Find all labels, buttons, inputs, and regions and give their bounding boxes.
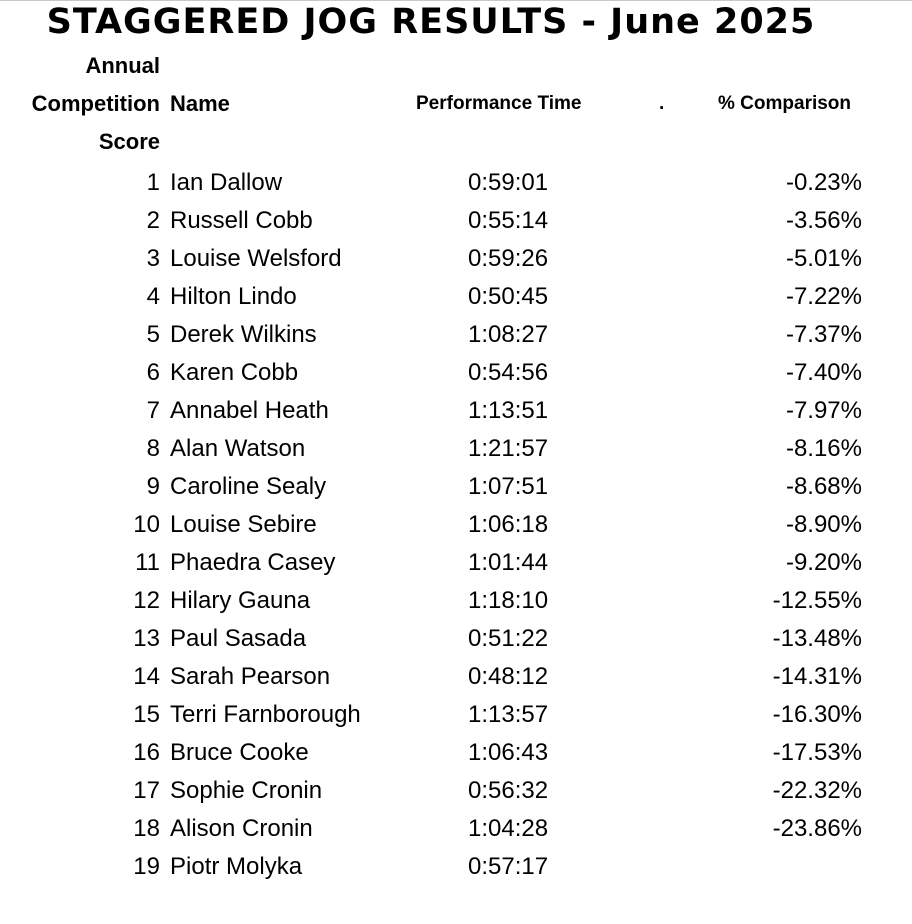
header-score-line-3: Score xyxy=(98,129,160,154)
table-row xyxy=(0,202,912,240)
comparison-cell: -5.01% xyxy=(785,245,862,272)
score-cell: 9 xyxy=(146,473,160,500)
header-score-line-2: Competition xyxy=(31,91,160,116)
score-cell: 6 xyxy=(146,359,160,386)
time-cell: 1:08:27 xyxy=(468,321,549,348)
table-row xyxy=(0,696,912,734)
name-cell: Annabel Heath xyxy=(170,397,329,424)
comparison-cell: -9.20% xyxy=(785,549,862,576)
table-row xyxy=(0,468,912,506)
comparison-cell: -13.48% xyxy=(772,625,862,652)
comparison-cell: -3.56% xyxy=(785,207,862,234)
header-score xyxy=(0,47,160,161)
comparison-cell: -7.97% xyxy=(785,397,862,424)
name-cell: Karen Cobb xyxy=(170,359,299,386)
time-cell: 1:07:51 xyxy=(468,473,549,500)
name-cell: Louise Welsford xyxy=(170,245,342,272)
time-cell: 0:55:14 xyxy=(468,207,549,234)
score-cell: 3 xyxy=(146,245,160,272)
time-cell: 1:21:57 xyxy=(468,435,549,462)
header-comparison: % Comparison xyxy=(718,93,852,114)
score-cell: 5 xyxy=(146,321,160,348)
comparison-cell: -7.37% xyxy=(785,321,862,348)
comparison-cell: -16.30% xyxy=(772,701,862,728)
table-row xyxy=(0,772,912,810)
table-row xyxy=(0,658,912,696)
name-cell: Paul Sasada xyxy=(170,625,307,652)
time-cell: 0:56:32 xyxy=(468,777,549,804)
table-row xyxy=(0,164,912,202)
time-cell: 0:59:26 xyxy=(468,245,549,272)
score-cell: 7 xyxy=(146,397,160,424)
time-cell: 1:06:18 xyxy=(468,511,549,538)
score-cell: 13 xyxy=(133,625,160,652)
score-cell: 8 xyxy=(146,435,160,462)
table-row xyxy=(0,848,912,886)
score-cell: 11 xyxy=(135,549,160,576)
table-row xyxy=(0,392,912,430)
time-cell: 1:04:28 xyxy=(468,815,549,842)
name-cell: Alan Watson xyxy=(170,435,306,462)
score-cell: 16 xyxy=(133,739,160,766)
header-separator: . xyxy=(659,93,665,114)
time-cell: 0:51:22 xyxy=(468,625,549,652)
name-cell: Hilary Gauna xyxy=(170,587,311,614)
comparison-cell: -8.16% xyxy=(785,435,862,462)
table-row xyxy=(0,354,912,392)
name-cell: Sophie Cronin xyxy=(170,777,323,804)
top-divider xyxy=(0,0,912,1)
comparison-cell: -7.40% xyxy=(785,359,862,386)
table-row xyxy=(0,734,912,772)
time-cell: 0:48:12 xyxy=(468,663,549,690)
score-cell: 1 xyxy=(146,169,160,196)
time-cell: 1:06:43 xyxy=(468,739,549,766)
name-cell: Bruce Cooke xyxy=(170,739,309,766)
table-row xyxy=(0,620,912,658)
score-cell: 18 xyxy=(133,815,160,842)
comparison-cell: -14.31% xyxy=(772,663,862,690)
name-cell: Caroline Sealy xyxy=(170,473,327,500)
score-cell: 2 xyxy=(146,207,160,234)
table-row xyxy=(0,240,912,278)
table-row xyxy=(0,544,912,582)
comparison-cell: -23.86% xyxy=(772,815,862,842)
name-cell: Alison Cronin xyxy=(170,815,313,842)
comparison-cell: -22.32% xyxy=(772,777,862,804)
table-row xyxy=(0,506,912,544)
score-cell: 19 xyxy=(133,853,160,880)
time-cell: 0:59:01 xyxy=(468,169,549,196)
time-cell: 1:13:57 xyxy=(468,701,549,728)
header-performance-time: Performance Time xyxy=(416,93,582,114)
table-row xyxy=(0,278,912,316)
name-cell: Terri Farnborough xyxy=(170,701,361,728)
time-cell: 0:50:45 xyxy=(468,283,549,310)
name-cell: Russell Cobb xyxy=(170,207,313,234)
time-cell: 0:54:56 xyxy=(468,359,549,386)
name-cell: Louise Sebire xyxy=(170,511,317,538)
table-row xyxy=(0,430,912,468)
table-row xyxy=(0,810,912,848)
name-cell: Piotr Molyka xyxy=(170,853,303,880)
score-cell: 10 xyxy=(133,511,160,538)
page-title: STAGGERED JOG RESULTS - June 2025 xyxy=(46,2,816,42)
comparison-cell: -7.22% xyxy=(785,283,862,310)
score-cell: 12 xyxy=(133,587,160,614)
score-cell: 14 xyxy=(133,663,160,690)
results-table xyxy=(0,164,912,886)
time-cell: 1:18:10 xyxy=(468,587,549,614)
name-cell: Derek Wilkins xyxy=(170,321,317,348)
name-cell: Sarah Pearson xyxy=(170,663,331,690)
score-cell: 4 xyxy=(146,283,160,310)
name-cell: Phaedra Casey xyxy=(170,549,336,576)
header-name: Name xyxy=(170,91,230,116)
table-row xyxy=(0,316,912,354)
header-score-line-1: Annual xyxy=(85,53,160,78)
comparison-cell: -17.53% xyxy=(772,739,862,766)
name-cell: Hilton Lindo xyxy=(170,283,297,310)
score-cell: 15 xyxy=(133,701,160,728)
comparison-cell: -0.23% xyxy=(785,169,862,196)
comparison-cell: -8.68% xyxy=(785,473,862,500)
comparison-cell: -12.55% xyxy=(772,587,862,614)
time-cell: 1:01:44 xyxy=(468,549,549,576)
table-row xyxy=(0,582,912,620)
comparison-cell: -8.90% xyxy=(785,511,862,538)
time-cell: 0:57:17 xyxy=(468,853,549,880)
time-cell: 1:13:51 xyxy=(468,397,549,424)
score-cell: 17 xyxy=(133,777,160,804)
name-cell: Ian Dallow xyxy=(170,169,283,196)
